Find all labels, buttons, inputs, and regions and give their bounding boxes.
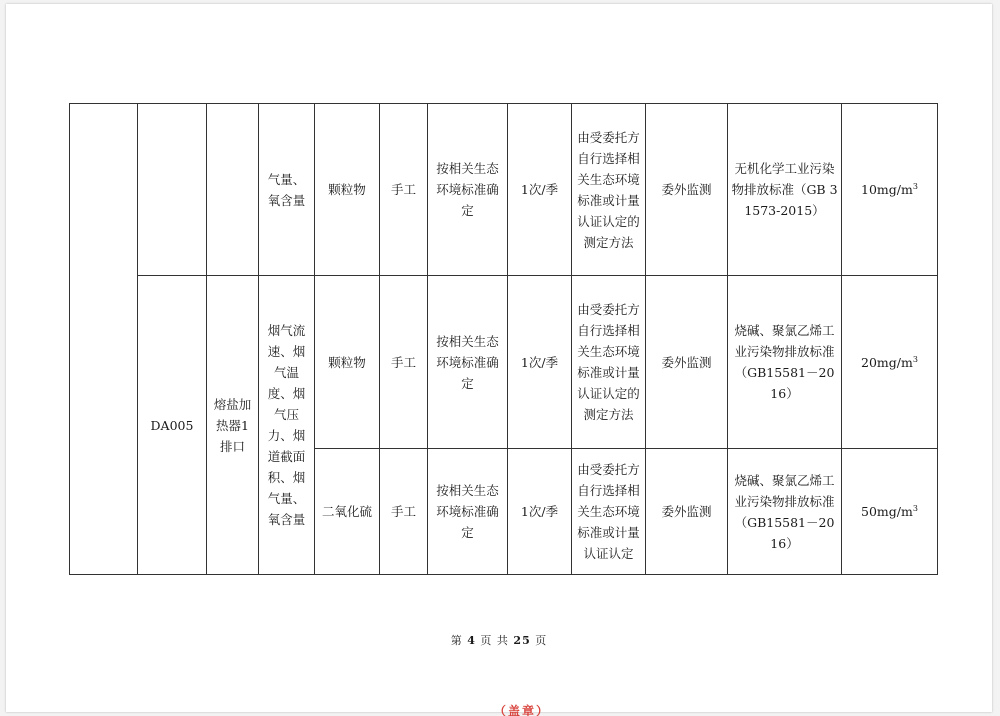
standard-cell: 烧碱、聚氯乙烯工业污染物排放标准（GB15581－2016） xyxy=(728,449,842,575)
outlet-code-cell: DA005 xyxy=(138,276,207,575)
frequency-cell: 1次/季 xyxy=(508,449,572,575)
method-cell: 手工 xyxy=(380,449,428,575)
outlet-name-cell-empty xyxy=(207,104,259,276)
analysis-method-cell: 由受委托方自行选择相关生态环境标准或计量认证认定的测定方法 xyxy=(572,104,646,276)
pollutant-cell: 二氧化硫 xyxy=(315,449,380,575)
outlet-code-cell-empty xyxy=(138,104,207,276)
table-row xyxy=(70,276,938,449)
frequency-cell: 1次/季 xyxy=(508,276,572,449)
limit-cell: $10mg/m^3$ xyxy=(842,104,938,276)
monitoring-table xyxy=(69,103,938,575)
page-number: 第 4 页 共 25 页 xyxy=(450,634,548,647)
equipment-cell: 按相关生态环境标准确定 xyxy=(428,449,508,575)
monitoring-mode-cell: 委外监测 xyxy=(646,276,728,449)
method-cell: 手工 xyxy=(380,104,428,276)
table-row xyxy=(70,104,938,276)
monitoring-params-cell: 烟气流速、烟气温度、烟气压力、烟道截面积、烟气量、氧含量 xyxy=(259,276,315,575)
analysis-method-cell: 由受委托方自行选择相关生态环境标准或计量认证认定的测定方法 xyxy=(572,276,646,449)
seal-stamp: （盖章） xyxy=(494,704,551,716)
pollutant-cell: 颗粒物 xyxy=(315,104,380,276)
limit-cell: $50mg/m^3$ xyxy=(842,449,938,575)
method-cell: 手工 xyxy=(380,276,428,449)
monitoring-params-cell: 气量、氧含量 xyxy=(259,104,315,276)
outlet-name-cell: 熔盐加热器1排口 xyxy=(207,276,259,575)
equipment-cell: 按相关生态环境标准确定 xyxy=(428,276,508,449)
analysis-method-cell: 由受委托方自行选择相关生态环境标准或计量认证认定 xyxy=(572,449,646,575)
standard-cell: 烧碱、聚氯乙烯工业污染物排放标准（GB15581－2016） xyxy=(728,276,842,449)
equipment-cell: 按相关生态环境标准确定 xyxy=(428,104,508,276)
blank-column-cell xyxy=(70,104,138,575)
standard-cell: 无机化学工业污染物排放标准（GB 31573-2015） xyxy=(728,104,842,276)
monitoring-mode-cell: 委外监测 xyxy=(646,449,728,575)
pollutant-cell: 颗粒物 xyxy=(315,276,380,449)
frequency-cell: 1次/季 xyxy=(508,104,572,276)
limit-cell: $20mg/m^3$ xyxy=(842,276,938,449)
monitoring-mode-cell: 委外监测 xyxy=(646,104,728,276)
document-page xyxy=(6,4,992,716)
